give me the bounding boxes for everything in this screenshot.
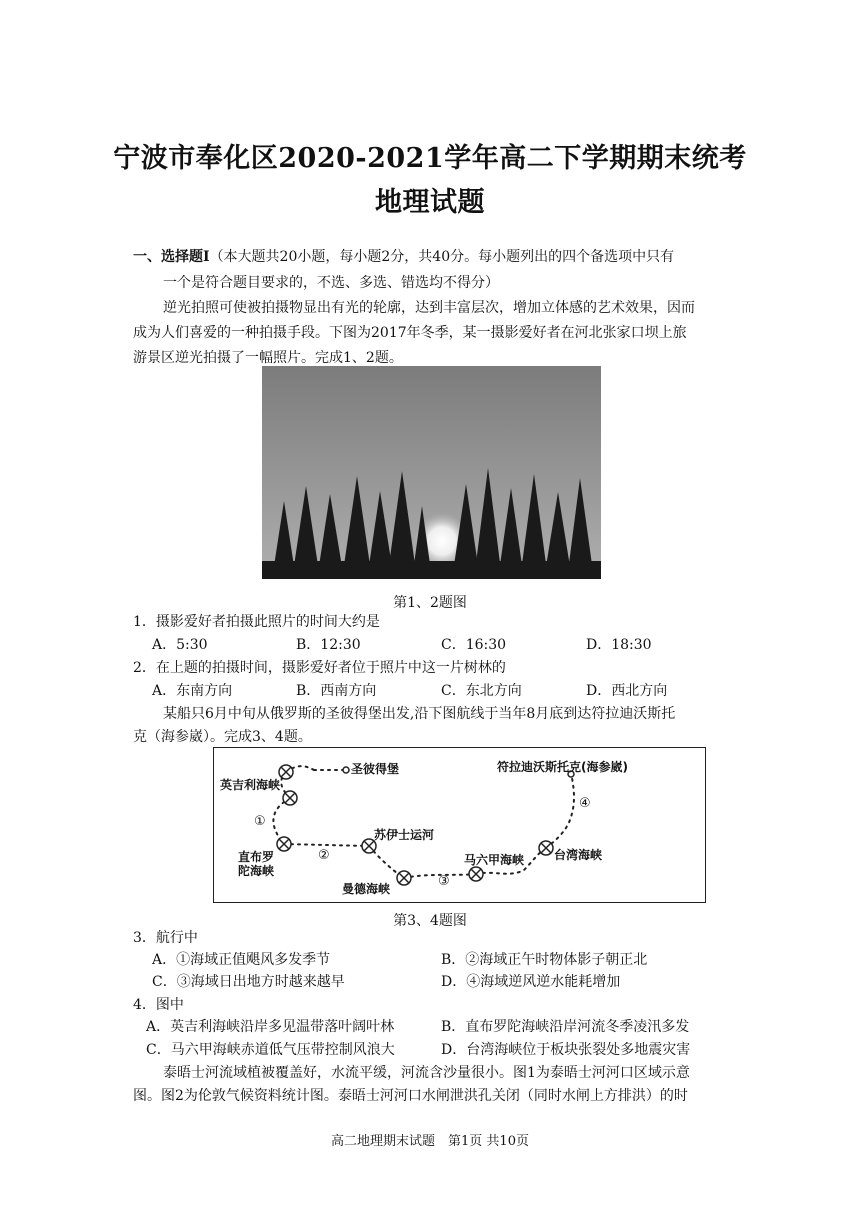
label-gibraltar-line2: 陀海峡: [238, 864, 275, 878]
st-petersburg-point: [343, 767, 349, 773]
shipping-route-map: [213, 747, 706, 903]
passage2-line1: 某船只6月中旬从俄罗斯的圣彼得堡出发,沿下图航线于当年8月底到达符拉迪沃斯托: [163, 706, 676, 722]
q2-option-a: A．东南方向: [152, 683, 233, 699]
q3-option-c: C．③海域日出地方时越来越早: [152, 974, 345, 990]
q4-option-d: D．台湾海峡位于板块张裂处多地震灾害: [441, 1042, 691, 1058]
section-heading: 一、选择题Ⅰ: [133, 249, 210, 265]
section-instructions-line2: 一个是符合题目要求的，不选、多选、错选均不得分）: [163, 275, 499, 291]
label-taiwan: 台湾海峡: [554, 848, 603, 862]
label-english-channel: 英吉利海峡: [220, 778, 281, 792]
q4-option-c: C．马六甲海峡赤道低气压带控制风浪大: [146, 1042, 395, 1058]
q1-option-c: C．16:30: [441, 637, 507, 653]
passage3-line1: 泰晤士河流域植被覆盖好，水流平缓，河流含沙量很小。图1为泰晤士河河口区域示意: [163, 1065, 690, 1081]
q2-stem: 2．在上题的拍摄时间，摄影爱好者位于照片中这一片树林的: [133, 660, 506, 676]
q1-option-a: A．5:30: [152, 637, 208, 653]
route-drawing: [214, 748, 707, 904]
page-footer: 高二地理期末试题 第1页 共10页: [331, 1134, 529, 1149]
passage1-line2: 成为人们喜爱的一种拍摄手段。下图为2017年冬季，某一摄影爱好者在河北张家口坝上旅: [133, 325, 687, 341]
figure1-caption: 第1、2题图: [393, 595, 467, 611]
route-number-3: ③: [438, 874, 450, 889]
document-subtitle: 地理试题: [375, 187, 485, 218]
q3-option-b: B．②海域正午时物体影子朝正北: [441, 952, 648, 968]
instructions-text: （本大题共20小题，每小题2分，共40分。每小题列出的四个备选项中只有: [209, 249, 675, 265]
q1-option-d: D．18:30: [586, 637, 652, 653]
q2-option-d: D．西北方向: [586, 683, 668, 699]
q3-option-d: D．④海域逆风逆水能耗增加: [441, 974, 621, 990]
q3-option-a: A．①海域正值飓风多发季节: [152, 952, 331, 968]
label-st-petersburg: 圣彼得堡: [351, 762, 400, 776]
forest-silhouette-image: [262, 366, 601, 579]
q2-option-b: B．西南方向: [296, 683, 377, 699]
q1-option-b: B．12:30: [296, 637, 361, 653]
route-number-4: ④: [579, 796, 591, 811]
label-gibraltar-line1: 直布罗: [238, 850, 275, 864]
passage2-line2: 克（海参崴）。完成3、4题。: [133, 729, 312, 745]
q4-option-b: B．直布罗陀海峡沿岸河流冬季凌汛多发: [441, 1019, 690, 1035]
label-mandeb: 曼德海峡: [342, 882, 391, 896]
route-number-1: ①: [254, 814, 266, 829]
label-malacca: 马六甲海峡: [464, 853, 525, 867]
passage3-line2: 图。图2为伦敦气候资料统计图。泰晤士河河口水闸泄洪孔关闭（同时水闸上方排洪）的时: [133, 1088, 688, 1104]
backlit-forest-photo: [262, 366, 601, 579]
passage1-line3: 游景区逆光拍摄了一幅照片。完成1、2题。: [133, 350, 403, 366]
section-instructions-line1: [133, 250, 674, 264]
document-title: 宁波市奉化区2020-2021学年高二下学期期末统考: [113, 143, 747, 174]
passage1-line1: 逆光拍照可使被拍摄物显出有光的轮廓，达到丰富层次，增加立体感的艺术效果，因而: [163, 300, 695, 316]
q2-option-c: C．东北方向: [441, 683, 522, 699]
q4-option-a: A．英吉利海峡沿岸多见温带落叶阔叶林: [146, 1019, 395, 1035]
q1-stem: 1．摄影爱好者拍摄此照片的时间大约是: [133, 614, 380, 630]
label-suez: 苏伊士运河: [374, 828, 435, 842]
q4-stem: 4．图中: [133, 997, 184, 1013]
figure2-caption: 第3、4题图: [393, 913, 467, 929]
label-vladivostok: 符拉迪沃斯托克(海参崴): [497, 760, 628, 774]
route-number-2: ②: [318, 848, 330, 863]
q3-stem: 3．航行中: [133, 930, 198, 946]
